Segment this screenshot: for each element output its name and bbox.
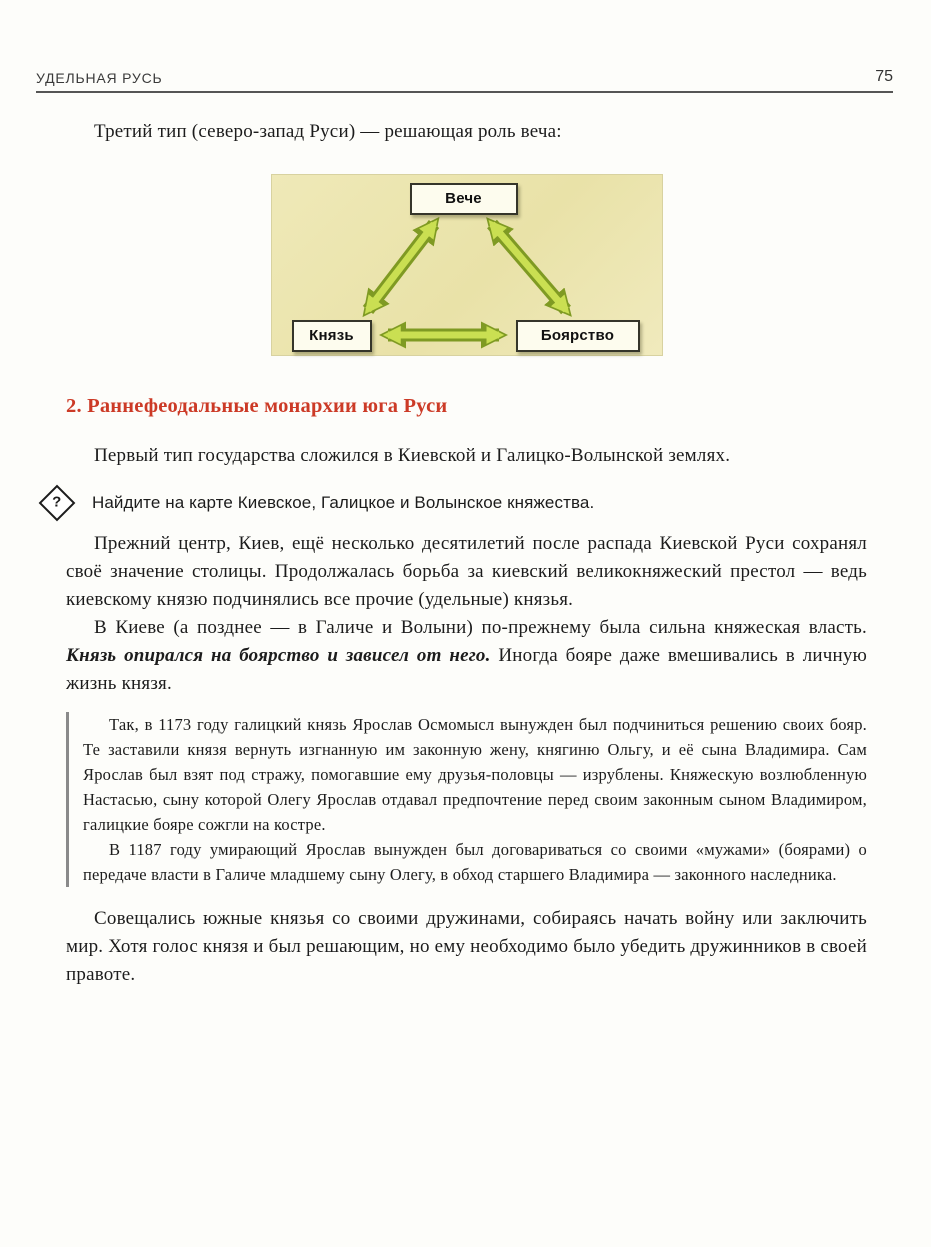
- task-text: Найдите на карте Киевское, Галицкое и Волынское княжества.: [92, 493, 595, 512]
- map-task: [38, 486, 867, 520]
- diagram-node-boyarstvo: Боярство: [516, 320, 640, 352]
- question-diamond-icon: [39, 485, 76, 522]
- paragraph-first-type: Первый тип государства сложился в Киевской и Галицко-Волынской землях.: [94, 445, 731, 466]
- paragraph-kiev-center: Прежний центр, Киев, ещё несколько десятилетий после распада Киевской Руси сохранял своё значение столицы. Продолжалась борьба за киевский великокняжеский престол — ведь киевскому князю подчинялись все прочие (удельные) князья.: [66, 533, 867, 610]
- paragraph-knyaz-power: [66, 614, 867, 698]
- running-title: УДЕЛЬНАЯ РУСЬ: [36, 70, 163, 86]
- p3-emphasis: Князь опирался на боярство и зависел от него.: [66, 645, 491, 666]
- page-number: 75: [875, 68, 893, 85]
- diagram-node-veche: Вече: [410, 183, 518, 215]
- arrow-veche-boyarstvo: [492, 224, 566, 310]
- diagram-node-knyaz: Князь: [292, 320, 372, 352]
- section-heading: 2. Раннефеодальные монархии юга Руси: [66, 395, 448, 417]
- arrow-veche-knyaz: [368, 224, 434, 310]
- question-mark: ?: [52, 493, 62, 511]
- small-print-block: [66, 712, 867, 887]
- petit-paragraph-1187: В 1187 году умирающий Ярослав вынужден был договариваться со своими «мужами» (боярами) о передаче власти в Галиче младшему сыну Олегу, в обход старшего Владимира — законного наследника.: [83, 840, 867, 884]
- intro-line: Третий тип (северо-запад Руси) — решающая роль веча:: [94, 121, 562, 142]
- p3-lead: В Киеве (а позднее — в Галиче и Волыни) по-прежнему была сильна княжеская власть.: [94, 617, 867, 638]
- petit-paragraph-1173: Так, в 1173 году галицкий князь Ярослав Осмомысл вынужден был подчиниться решению своих бояр. Те заставили князя вернуть изгнанную им законную жену, княгиню Ольгу, и её сына Владимира. Сам Ярослав был взят под стражу, помогавшие ему друзья-половцы — изрублены. Княжескую возлюбленную Настасью, сыну которой Олегу Ярослав отдавал предпочтение перед своим законным сыном Владимиром, галицкие бояре сожгли на костре.: [83, 715, 867, 834]
- paragraph-druzhina: Совещались южные князья со своими дружинами, собираясь начать войну или заключить мир. Хотя голос князя и был решающим, но ему необходимо было убедить дружинников в своей правоте.: [66, 908, 867, 985]
- running-head: [36, 68, 893, 93]
- p3-tail: Иногда бояре даже вмешивались в личную жизнь князя.: [66, 645, 867, 694]
- power-triangle-diagram: [271, 174, 663, 356]
